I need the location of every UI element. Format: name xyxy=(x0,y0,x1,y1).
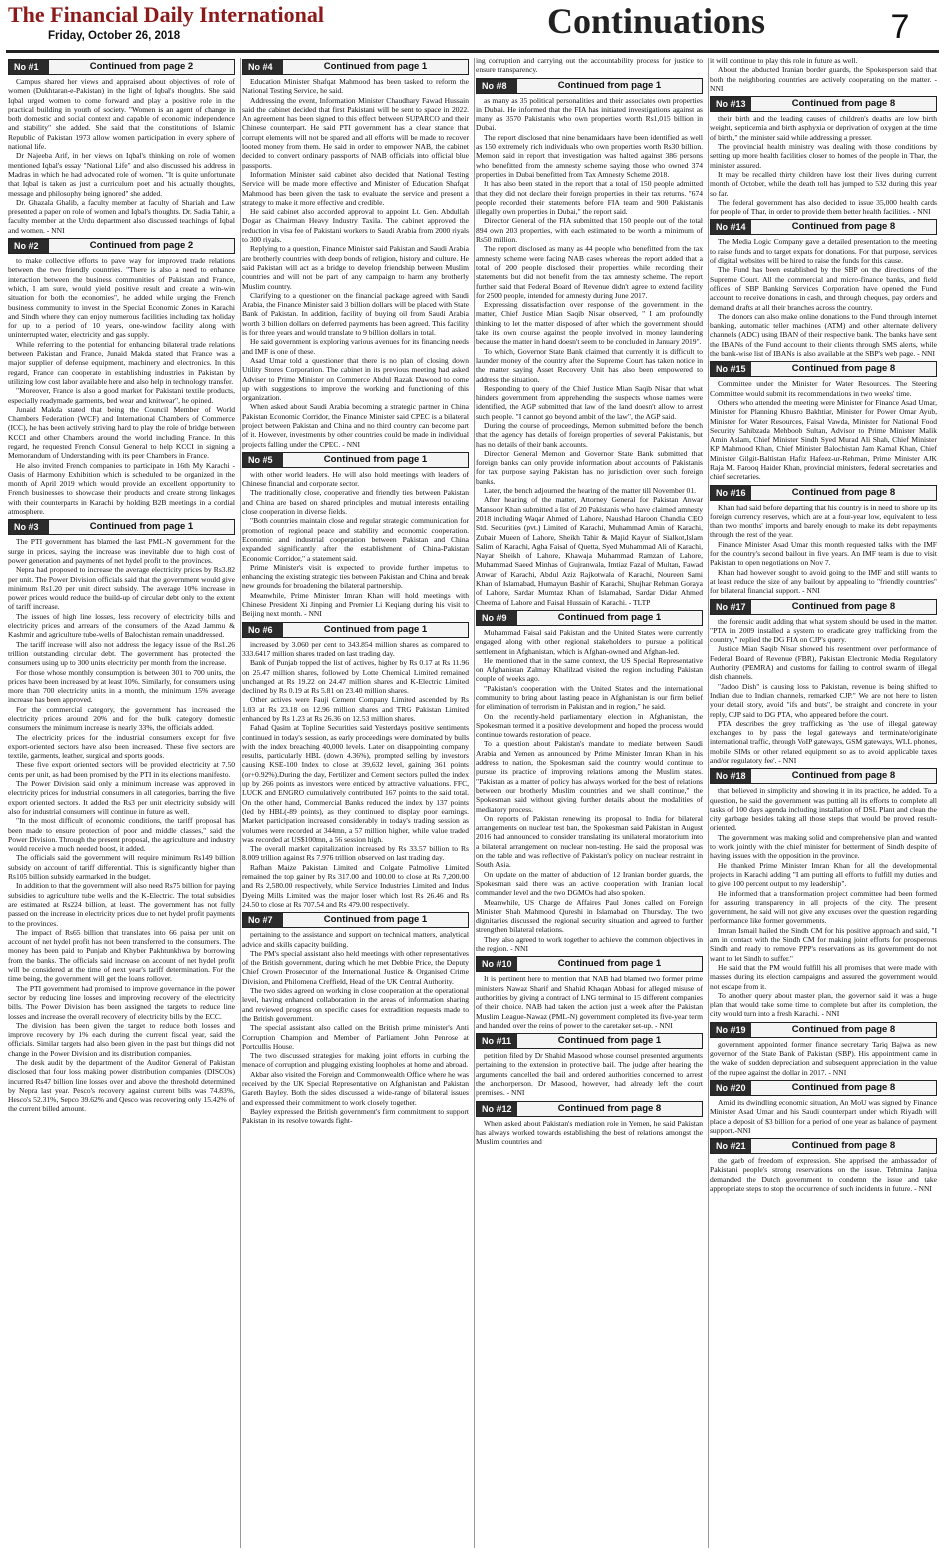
story-paragraph: Addressing the event, Information Minister Chaudhary Fawad Hussain said the cabinet decided that first Pakistani will be sent to space in 2022. An agreement has been signed to this effect between SUPARCO and their Chinese counterpart. He said PTI government has a clear stance that corrupt elements will not be spared and all efforts will be made to recover looted money from them. He said in order to empower NAB, the cabinet decided to convert ordinary passports of NAB officials into official blue passports. xyxy=(242,95,469,170)
story-number: No #3 xyxy=(9,520,49,534)
continued-from-label: Continued from page 1 xyxy=(283,60,468,74)
continued-from-label: Continued from page 2 xyxy=(49,60,234,74)
story-header xyxy=(710,96,937,112)
story-number: No #21 xyxy=(711,1139,751,1153)
story-header xyxy=(710,1080,937,1096)
story-paragraph: that believed in simplicity and showing it in its practice, he added. To a question, he said the government was putting all its efforts to complete all tasks of 100 days agenda including installation of DSL Plant and clean the city garbage besides taking all those steps that would be proved result-oriented. xyxy=(710,786,937,833)
story-paragraph: The two discussed strategies for making joint efforts in curbing the menace of corruption and plugging existing loopholes at home and abroad. xyxy=(242,1051,469,1070)
story-paragraph: Other actives were Fauji Cement Company Limited ascended by Rs 1.03 at Rs 23.18 on 12.96 million shares and TRG Pakistan Limited enhanced by Rs 1.23 at Rs 26.36 on 12.53 million shares. xyxy=(242,695,469,723)
continued-from-label: Continued from page 8 xyxy=(751,1023,936,1037)
story-paragraph: Director General of the FIA submitted that 150 people out of the total 894 own 203 properties, with each estimated to be worth a minimum of Rs50 million. xyxy=(476,216,703,245)
story-paragraph: He said cabinet also accorded approval to appoint Lt. Gen. Abdullah Dogar as Chairman Heavy Industry Taxila. The cabinet approved the reduction in visa fee of Pakistani workers to Saudi Arabia from 2000 riyals to 300 riyals. xyxy=(242,207,469,245)
story-paragraph: He thanked Prime Minister Imran Khan for all the developmental projects in Karachi adding "I am putting all efforts to fulfill my duties and to give 100 percent output to my leadership". xyxy=(710,860,937,889)
story xyxy=(710,485,937,596)
continued-from-label: Continued from page 1 xyxy=(283,913,468,927)
story-paragraph: Education Minister Shafqat Mahmood has been tasked to reform the National Testing Service, he said. xyxy=(242,77,469,96)
story-header xyxy=(8,59,235,75)
story-paragraph: On the recently-held parliamentary election in Afghanistan, the Spokesman termed it a positive development and hoped the process would continue towards restoration of peace. xyxy=(476,711,703,740)
story-paragraph: Khan had said before departing that his country is in need to shore up its foreign currency reserves, which are at a four-year low, equivalent to less than two months' imports and barely enough to make its debt repayments through the rest of the year. xyxy=(710,502,937,540)
story-paragraph: The Fund has been established by the SBP on the directions of the Supreme Court. All the commercial and micro-finance banks, and field offices of SBP Banking Services Corporation have opened the Fund account to receive donations in cash, and through cheques, pay orders and demand drafts at all their branches across the country. xyxy=(710,265,937,312)
continued-from-label: Continued from page 1 xyxy=(49,520,234,534)
issue-date: Friday, October 26, 2018 xyxy=(48,30,181,42)
story-paragraph: During the course of proceedings, Memon submitted before the bench that the agency has details of foreign properties of several Pakistanis, but has no details of their bank accounts. xyxy=(476,420,703,449)
story-header xyxy=(242,912,469,928)
story-paragraph: The traditionally close, cooperative and friendly ties between Pakistan and China are based on shared principles and mutual interests entailing close cooperation in diverse fields. xyxy=(242,488,469,517)
story-header xyxy=(710,1138,937,1154)
page-number: 7 xyxy=(890,8,910,46)
story-paragraph: Others who attended the meeting were Minister for Finance Asad Umar, Minister for Planning Khusro Bakhtiar, Minister for Power Omar Ayub, Minister for Water Resources, Faisal Vawda, Minister for National Food Security Sahibzada Mehboob Sultan, Advisor to Prime Minister Malik Amin Aslam, Chief Minister Sindh Syed Murad Ali Shah, Chief Minister KP Mahmood Khan, Chief Minister Balochistan Jam Kamal Khan, Chief Minister Gilgit-Baltistan Hafiz Hafeez-ur-Rehman, Prime Minister AJK Raja M. Farooq Haider Khan, provincial ministers, federal secretaries and chief secretaries. xyxy=(710,397,937,482)
story-paragraph: their birth and the leading causes of children's deaths are low birth weight, septicemia and birth asphyxia or deprivation of oxygen at the time of birth," the minister said while addressing a presser. xyxy=(710,114,937,142)
story-paragraph: The tariff increase will also not address the legacy issue of the Rs1.26 trillion outstanding circular debt. The government has protected the consumers using up to 300 units electricity per month from the increase. xyxy=(8,639,235,668)
story xyxy=(242,912,469,1125)
story-paragraph: The provincial health ministry was dealing with those conditions by setting up more health facilities closer to homes of the people in Thar, the minister assured. xyxy=(710,142,937,170)
story-paragraph: In addition to that the government will also need Rs75 billion for paying subsidies to agriculture tube wells and the K-Electric. The total subsidies are estimated at Rs224 billion, at least. The government has not fully passed on the increase in electricity prices due to net hydel profit payments to the provinces. xyxy=(8,881,235,928)
story-paragraph: ing corruption and carrying out the accountability process for justice to ensure transparency. xyxy=(476,56,703,75)
story-paragraph: as many as 35 political personalities and their associates own properties in Dubai. He informed that the FIA has initiated investigations against as many as 3570 Pakistanis who own properties worth Rs1,015 billion in Dubai. xyxy=(476,95,703,133)
story xyxy=(476,78,703,607)
story-paragraph: Junaid Makda stated that being the Council Member of World Chambers Federation (WCF) and International Chambers of Commerce (ICC), he has been actively striving hard to play the role of bridge between KCCI and other Chambers around the world including France. In this regard, he requested French Consul General to help KCCI in signing a Memorandum of Understanding with its peer Chambers in France. xyxy=(8,404,235,461)
story-paragraph: The impact of Rs65 billion that translates into 66 paisa per unit on account of net hydel profit has not been transferred to the consumers. The money has been paid to Punjab and Khyber Pakhtunkhwa by borrowing from the banks. The officials said increase on account of net hydel profit will be considered at the time of next year's tariff determination. For the time being, the government will get the loans rollover. xyxy=(8,927,235,984)
story-header xyxy=(242,452,469,468)
story-paragraph: He said government is exploring various avenues for its financing needs and IMF is one of these. xyxy=(242,337,469,356)
story-paragraph: Rafhan Maize Pakistan Limited and Colgate Palmolive Limited remained the top gainer by Rs 317.00 and 100.00 to close at Rs 7,200.00 and Rs 2,580.00 respectively, while Service Industries Limited and Indus Dyeing Mills Limited was the major loser which lost Rs 26.46 and Rs 24.50 to close at Rs 707.54 and Rs 479.00 respectively. xyxy=(242,862,469,909)
story xyxy=(710,1080,937,1135)
continued-from-label: Continued from page 1 xyxy=(517,957,702,971)
story-paragraph: Khan had however sought to avoid going to the IMF and still wants to at least reduce the size of any bailout by appealing to "friendly countries" for bilateral financial support. - NNI xyxy=(710,567,937,596)
continued-from-label: Continued from page 8 xyxy=(751,1081,936,1095)
story-paragraph: the forensic audit adding that what system should be used in the matter. "PTA in 2009 installed a system to eradicate grey trafficking from the country," replied the DG FIA on CJP's query. xyxy=(710,616,937,645)
story xyxy=(710,56,937,93)
story-paragraph: The donors can also make online donations to the Fund through internet banking, automatic teller machines (ATM) and other alternate delivery channels (ADC) using IBAN of their respective bank. The banks have sent the IBANs of the Fund account to their clients through SMS alerts, while the bank-wise list of IBANs is also available at the SBP's web page. - NNI xyxy=(710,311,937,359)
continued-from-label: Continued from page 8 xyxy=(751,97,936,111)
story-paragraph: Nepra had proposed to increase the average electricity prices by Rs3.82 per unit. The Power Division officials said that the government would give minimum Rs1.20 per unit direct subsidy. The average 10% increase in power prices would reduce the build-up of circular debt only to the extent of tariff increase. xyxy=(8,565,235,612)
story-paragraph: Amid its dwindling economic situation, An MoU was signed by Finance Minister Asad Umar and his Saudi counterpart under which Riyadh will place a deposit of $3 billion for a period of one year as balance of payment support.-NNI xyxy=(710,1097,937,1135)
story-paragraph: it will continue to play this role in future as well. xyxy=(710,56,858,65)
story-paragraph: The two sides agreed on working in close cooperation at the operational level, having enhanced collaboration in the areas of information sharing and reviewed progress on specific cases for extradition requests made to the British government. xyxy=(242,986,469,1023)
story-paragraph: increased by 3.060 per cent to 343.854 million shares as compared to 333.6417 million shares traded on last trading day. xyxy=(242,639,469,658)
story xyxy=(476,56,703,75)
story xyxy=(242,622,469,910)
story xyxy=(476,610,703,953)
story-number: No #8 xyxy=(477,79,517,93)
story-paragraph: to make collective efforts to pave way for improved trade relations between the two friendly countries. "There is also a need to enhance interaction between the business communities of Pakistan and France, which, I am sure, would yield positive result and create a win-win situation for both the economies", he added while urging the French business community to invest in the Special Economic Zones in Karachi and Sindh where they can enjoy numerous facilities including tax holiday for up to a period of 10 years, one-window facility along with uninterrupted water, electricity and gas supply. xyxy=(8,256,235,340)
story-paragraph: Finance Minister Asad Umar this month requested talks with the IMF for the country's second bailout in five years. An IMF team is due to visit Pakistan to open negotiations on Nov 7. xyxy=(710,539,937,568)
story-paragraph: He informed that a transformation project committee had been formed for assuring transparency in all projects of the city. The present government, he said will not give any excuses over the question regarding performance like former governments. xyxy=(710,888,937,926)
story-header xyxy=(476,956,703,972)
story-paragraph: The Media Logic Company gave a detailed presentation to the meeting to raise funds and to target expats for donations. For that purpose, services of digital websites will be hired to raise the funds for this cause. xyxy=(710,237,937,266)
story-number: No #19 xyxy=(711,1023,751,1037)
story-number: No #10 xyxy=(477,957,517,971)
story-paragraph: When asked about Saudi Arabia becoming a strategic partner in China Pakistan Economic Corridor, the Finance Minister said CPEC is a bilateral project between Pakistan and China and no third country can become part of it. However, investments by other countries could be made in individual projects falling under the CPEC. - NNI xyxy=(242,402,469,449)
continued-from-label: Continued from page 1 xyxy=(283,623,468,637)
story-number: No #20 xyxy=(711,1081,751,1095)
story-paragraph: Meanwhile, US Charge de Affaires Paul Jones called on Foreign Minister Shah Mahmood Qureshi in Islamabad on Thursday. The two dignitaries discussed the regional security situation and agreed to further strengthen bilateral relations. xyxy=(476,897,703,935)
story-header xyxy=(710,599,937,615)
story-paragraph: The electricity prices for the industrial consumers except for five export-oriented sectors have also been increased. These five sectors are textile, garments, leather, surgical and sports goods. xyxy=(8,732,235,761)
story-paragraph: Meanwhile, Prime Minister Imran Khan will hold meetings with Chinese President Xi Jinping and Premier Li Keqiang during his visit to Beijing next month. - NNI xyxy=(242,590,469,619)
story-paragraph: The Power Division said only a minimum increase was approved in electricity prices for industrial consumers in all categories, barring the five export oriented sectors. It added the Rs3 per unit electricity subsidy will also for industrial consumers will continue in future as well. xyxy=(8,779,235,816)
story-paragraph: "Jadoo Dish" is causing loss to Pakistan, revenue is being shifted to Indian due to Indian channels, remarked CJP." We are not here to listen your detail story, avoid "ifs and buts", be straight and concrete in your reply, CJP said to DG PTA, who appeared before the court. xyxy=(710,681,937,719)
story-paragraph: "Pakistan's cooperation with the United States and the international community to bring about lasting peace in Afghanistan is our firm belief for elimination of terrorism in Pakistan and in region," he said. xyxy=(476,683,703,712)
story-paragraph: with other world leaders. He will also hold meetings with leaders of Chinese financial and corporate sector. xyxy=(242,469,469,489)
story xyxy=(8,59,235,235)
section-title: Continuations xyxy=(546,1,766,41)
story xyxy=(710,219,937,358)
story-header xyxy=(242,59,469,75)
column-3 xyxy=(476,56,703,1551)
story-paragraph: Dr Najeeba Arif, in her views on Iqbal's thinking on role of women mentioned Iqbal's essay "National Life" and also discussed his address in Madras in which he had advocated role of women. "It is quite unfortunate that Iqbal is taken as just a curriculum poet and his actually thoughts, message and philosophy being ignored" she added. xyxy=(8,151,235,198)
story-paragraph: Prime Minister's visit is expected to provide further impetus to enhancing the existing strategic ties between Pakistan and China and break new grounds for broadening the bilateral partnership. xyxy=(242,562,469,591)
story-number: No #5 xyxy=(243,453,283,467)
continued-from-label: Continued from page 8 xyxy=(517,1102,702,1116)
story xyxy=(476,1033,703,1097)
continued-from-label: Continued from page 1 xyxy=(517,79,702,93)
story-paragraph: These five export oriented sectors will be provided electricity at 7.50 cents per unit, as had been promised by the PTI in its elections manifesto. xyxy=(8,760,235,779)
story-paragraph: PTA describes the grey trafficking as 'the use of illegal gateway exchanges to by pass the legal gateways and terminate/originate international traffic, through VoIP gateways, GSM gateways, WLL phones, mobile SIMs or other related equipment so as to avoid applicable taxes and/or regulatory fee'. - NNI xyxy=(710,718,937,765)
story-paragraph: Later, the bench adjourned the hearing of the matter till November 01. xyxy=(484,486,696,496)
story-paragraph: Muhammad Faisal said Pakistan and the United States were currently engaged along with other regional stakeholders to pursue a political settlement in Afghanistan, which is Afghan-owned and Afghan-led. xyxy=(476,627,703,656)
story-paragraph: the garb of freedom of expression. She apprised the ambassador of Pakistani people's strong reservations on the issue. Tehmina Janjua demanded the Dutch government to condemn the issue and take appropriate steps to stop the occurrence of such incidents in future. - NNI xyxy=(710,1156,937,1193)
story-paragraph: On update on the matter of abduction of 12 Iranian border guards, the Spokesman said there was an active cooperation with Iranian local commander level and the two DGMOs had also spoken. xyxy=(476,869,703,898)
story-paragraph: Committee under the Minister for Water Resources. The Steering Committee would submit its recommendations in two weeks' time. xyxy=(710,379,937,398)
story-paragraph: petition filed by Dr Shahid Masood whose counsel presented arguments pertaining to the extension in protective bail. The judge after hearing the arguments cancelled the bail and ordered authorities concerned to arrest the anchorperson. Dr Masood, however, had already left the court premises. - NNI xyxy=(476,1051,703,1098)
story xyxy=(710,1138,937,1193)
continued-from-label: Continued from page 8 xyxy=(751,600,936,614)
story xyxy=(710,96,937,216)
story-paragraph: Dr. Ghazala Ghalib, a faculty member at faculty of Shariah and Law presented a paper on role of women and Iqbal's thoughts. Dr. Sadia Tahir, a faculty member at the Urdu department also discussed teachings of Iqbal and women. - NNI xyxy=(8,197,235,235)
story xyxy=(242,452,469,619)
story-number: No #6 xyxy=(243,623,283,637)
story-paragraph: On reports of Pakistan renewing its proposal to India for bilateral arrangements on nuclear test ban, the Spokesman said Pakistan in August 2016 had announced to consider translating its unilateral moratorium into a bilateral arrangement on nuclear non-testing. He said the proposal was on the table and was reflective of Pakistan's policy on nuclear restraint in South Asia. xyxy=(476,813,703,870)
story-number: No #14 xyxy=(711,220,751,234)
story-header xyxy=(8,238,235,254)
story-number: No #7 xyxy=(243,913,283,927)
story-paragraph: They also agreed to work together to achieve the common objectives in the region. - NNI xyxy=(476,934,703,954)
story-header xyxy=(710,1022,937,1038)
story-number: No #9 xyxy=(477,611,517,625)
story xyxy=(710,1022,937,1077)
story-header xyxy=(476,78,703,94)
story-paragraph: "In the most difficult of economic conditions, the tariff proposal has been made to ensure protection of poor and middle classes," said the Power Division. Through the present proposal, the agriculture and industry would receive a much needed boost, it added. xyxy=(8,816,235,854)
continued-from-label: Continued from page 8 xyxy=(751,486,936,500)
story-paragraph: "Both countries maintain close and regular strategic communication for promotion of regional peace and stability and economic cooperation. Economic and industrial cooperation between Pakistan and China expanded significantly after the establishment of China-Pakistan Economic Corridor," a statement said. xyxy=(242,516,469,563)
story-paragraph: To another query about master plan, the governor said it was a huge plan that would take some time to complete but after its completion, the city would turn into a fresh Karachi. - NNI xyxy=(710,990,937,1019)
story-header xyxy=(710,219,937,235)
story-number: No #17 xyxy=(711,600,751,614)
story-paragraph: Information Minister said cabinet also decided that National Testing Service will be made more effective and Minister of Education Shafqat Mahmood has been given the task to evaluate the service and present a strategy to make it more effective and credible. xyxy=(242,169,469,207)
story-paragraph: He said that the PM would fulfill his all promises that were made with masses during its election campaigns and assured the government would not escape from it. xyxy=(710,962,937,991)
continued-from-label: Continued from page 2 xyxy=(49,239,234,253)
story-paragraph: The officials said the government will require minimum Rs149 billion subsidy on account of tariff differential. This is significantly higher than Rs105 billion subsidy earmarked in the budget. xyxy=(8,853,235,882)
story-paragraph: The PM's special assistant also held meetings with other representatives of the British government, during which he met Debbie Price, the Deputy Chief Crown Prosecutor of the International Justice & Organised Crime Division, and Philomena Creffield, Head of the UK Central Authority. xyxy=(242,948,469,986)
story-paragraph: To a question about Pakistan's mandate to mediate between Saudi Arabia and Yemen as announced by Prime Minister Imran Khan in his address to nation, the Spokesman said the country would continue to pursue its practice of improving relations among the Muslim states. "Pakistan as a matter of policy has always worked for the best of relations between our brotherly Muslim countries and we shall continue," the Spokesman said without giving further details about the modalities of mediatory process. xyxy=(476,739,703,814)
story-paragraph: When asked about Pakistan's mediation role in Yemen, he said Pakistan has always worked towards establishing the best of relations amongst the Muslim countries and xyxy=(476,1118,703,1147)
story-paragraph: Fahad Qasim at Topline Securities said Yesterdays positive sentiments continued in today's session, as early proceedings were dominated by bulls with the index breaching 40,000 levels. Later on disappointing company results, particularly HBL (down 4.36%), prompted selling by investors causing KSE-100 Index to close at 39,632 level, gaining 361 points (or+0.92%).During the day, Fertilizer and Cement sectors pulled the index up by 266 points as investors were enticed by attractive valuations. FFC, LUCK and ENGRO cumulatively contributed 167 points to the said total. On the other hand, Commercial Banks reduced the index by 137 points (led by HBL(-89 points), as they continued to display poor earnings. Market participation increased considerably in today's trading session as volumes were recorded at 344mn, a 57 million higher, while value traded was recorded at US$100mn, a 56 session high. xyxy=(242,723,469,844)
story-header xyxy=(710,768,937,784)
story-paragraph: About the abducted Iranian border guards, the Spokesperson said that both the neighboring countries are actively cooperating on the matter. - NNI xyxy=(710,65,937,93)
story xyxy=(710,361,937,481)
story xyxy=(710,599,937,766)
story-header xyxy=(476,1033,703,1049)
story-paragraph: Campus shared her views and appraised about objectives of role of women (Dukhtaran-e-Pakistan) in the light of Iqbal's thoughts. She said Iqbal urged women to come forward and play a positive role in the practical building in youth of society. "Women is an agent of change in both domestic and social context and capable of economic independence and stability" she added. She said that the constitutions of Islamic Republic of Pakistan 1973 allow women participation in every sphere of national life. xyxy=(8,77,235,152)
continued-from-label: Continued from page 8 xyxy=(751,362,936,376)
continued-from-label: Continued from page 8 xyxy=(751,1139,936,1153)
story-paragraph: "Moreover, France is also a good market for Pakistani textile products, especially readymade garments, bed wear and knitwear", he opined. xyxy=(8,386,235,405)
story-paragraph: Clarifying to a questioner on the financial package agreed with Saudi Arabia, the Finance Minister said 3 billion dollars will be placed with State Bank of Pakistan. In addition, facility of buying oil from Saudi Arabia worth 3 billion dollars on deferred payments has been agreed. This facility is for three years and would translate to 9 billion dollars in total. xyxy=(242,290,469,338)
story-paragraph: Expressing dissatisfaction over response of the government in the matter, Chief Justice Mian Saqib Nisar observed, " I am profoundly thinking to let the matter disposed of after which the government should take its own course against the people involved in money laundering because the matter in hand doesn't seem to be concluded in January 2019". xyxy=(476,300,703,347)
story xyxy=(476,956,703,1030)
story-paragraph: The PTI government has blamed the last PML-N government for the surge in prices, saying the increase was inevitable due to high cost of power generation and payments of net hydel profit to the provinces. xyxy=(8,537,235,565)
story-number: No #4 xyxy=(243,60,283,74)
story-paragraph: Responding to query of the Chief Justice Mian Saqib Nisar that what hinders government from apprehending the suspects whose names were identified, the AGP submitted that law of the land doesn't allow to arrest such people. "I cannot go beyond ambit of the law", the AGP said. xyxy=(476,383,703,421)
story-paragraph: The report disclosed as many as 44 people who benefitted from the tax amnesty scheme were facing NAB cases whereas the report added that a total of 200 people disclosed their properties while recording their statements but did not benefit from the tax amnesty scheme. The report further said that Federal Board of Revenue didn't agree to extend facility for 2500 people, intended for amnesty during June 2017. xyxy=(476,244,703,300)
story-paragraph: government appointed former finance secretary Tariq Bajwa as new governor of the State Bank of Pakistan (SBP). His appointment came in the wake of sudden depreciation and subsequent appreciation in the value of the rupee against the dollar in 2017. - NNI xyxy=(710,1039,937,1077)
story-header xyxy=(476,1101,703,1117)
story-paragraph: It is pertinent here to mention that NAB had blamed two former prime ministers Nawaz Sharif and Shahid Khaqan Abbasi for alleged misuse of authorities by giving a contract of LNG terminal to 15 different companies of their choice. NAB had taken the action just a week after the Pakistan Muslim League-Nawaz (PML-N) government completed its five-year term and handed over the reins of power to the caretaker set-up. - NNI xyxy=(476,974,703,1030)
story-paragraph: Asad Umar told a questioner that there is no plan of closing down Utility Stores Corporation. The cabinet in its previous meeting had asked Adviser to Prime Minister on Commerce Abdul Razak Dawood to come up with suggestions to improve the working and functioning of this organization. xyxy=(242,355,469,403)
story-paragraph: The overall market capitalization increased by Rs 33.57 billion to Rs 8.009 trillion against Rs 7.976 trillion observed on last trading day. xyxy=(242,844,469,863)
story xyxy=(8,238,235,516)
story-paragraph: The government was making solid and comprehensive plan and wanted to work jointly with the chief minister for betterment of Sindh despite of having issues with the opposition in the province. xyxy=(710,832,937,861)
story-paragraph: The federal government has also decided to issue 35,000 health cards for people of Thar, in order to provide them better health facilities. - NNI xyxy=(710,197,937,217)
story-paragraph: He also invited French companies to participate in 16th My Karachi - Oasis of Harmony Exhibition which is scheduled to be organized in the month of April 2019 which would provide an excellent opportunity to French businesses to showcase their products and create strong linkages with their counterparts in Karachi by holding B2B meetings in a cordial atmosphere. xyxy=(8,460,235,517)
story-number: No #16 xyxy=(711,486,751,500)
story-paragraph: The division has been given the target to reduce both losses and improve recovery by 1% each during the current fiscal year, said the officials. Similar targets had also been given in the past but things did not change in the Power Division and its distribution companies. xyxy=(8,1020,235,1058)
column-4 xyxy=(710,56,937,1551)
masthead xyxy=(0,0,945,52)
masthead-rule xyxy=(6,50,939,53)
continued-from-label: Continued from page 1 xyxy=(517,1034,702,1048)
story-paragraph: After hearing of the matter, Attorney General for Pakistan Anwar Mansoor Khan submitted a list of 20 Pakistanis who have claimed amnesty 2018 including Waqar Ahmed of Lahore, Naushad Haroon Chandia CEO Std. Securities (pvt.) Limited of Karachi, Muhammad Amin of Karachi, Zubair Mueen of Lahore, Sheikh Tahir & Majid Kayur of Sialkot,Islam Salim of Karachi, Agha Faisal of Quetta, Syed Muhammad Ali of Karachi, Nayar Sheikh of Lahore, Khawaja Muhammad Ramzan of Lahore, Muhammad Saeed Minhas of Gujranwala, Imtiaz Fazal of Multan, Fawad Anwar of Karachi, Abdul Aziz Rajkotwala of Karachi, Noureen Sami Khan of Islamabad, Humayun Bashir of Karachi, Shujhar Rehman Goraya of Lahore, Sardar Mumtaz Khan of Islamabad, Sardar Didar Ahmed Cheema of Lahore and Faisal Hussain of Karachi. - TLTP xyxy=(476,495,703,607)
continued-from-label: Continued from page 1 xyxy=(517,611,702,625)
story-paragraph: It has also been stated in the report that a total of 150 people admitted that they did not declare their foreign properties in their tax returns. "674 people recorded their statements before FIA team and 900 Pakistanis illegally own properties in Dubai," the report said. xyxy=(476,179,703,217)
column-2 xyxy=(242,56,469,1551)
story-header xyxy=(476,610,703,626)
story-paragraph: Director General Memon and Governor State Bank submitted that foreign banks can only provide information about accounts of Pakistanis for tax purpose saying Pakistan has no jurisdiction over such foreign banks. xyxy=(476,448,703,486)
story-paragraph: Replying to a question, Finance Minister said Pakistan and Saudi Arabia are brotherly countries with deep bonds of religion, history and culture. He said Pakistan will act as a bridge to develop friendship between Muslim countries and will not be part of any campaign to harm any brotherly Muslim country. xyxy=(242,244,469,291)
story-paragraph: The PTI government had promised to improve governance in the power sector by reducing line losses and improving recovery of the electricity bills. The Power Division has been assigned the targets to reduce line losses and increase the overall recovery of electricity bills by the ECC. xyxy=(8,983,235,1021)
article-columns xyxy=(8,56,937,1551)
story-paragraph: Akbar also visited the Foreign and Commonwealth Office where he was received by the UK Special Representative on Afghanistan and Pakistan Gareth Bayley. Both the sides discussed a wide-range of bilateral issues and expressed their commitment to work closely together. xyxy=(242,1069,469,1107)
story-paragraph: The report disclosed that nine benamidaars have been identified as well as 150 extremely rich individuals who own properties worth Rs30 billion. Memon said in report that investigation was halted against 386 persons who benefitted from the amnesty scheme saying those who owned 374 properties in Dubai benefitted from Tax Amnesty Scheme 2018. xyxy=(476,132,703,179)
story-paragraph: pertaining to the assistance and support on technical matters, analytical advice and skills capacity building. xyxy=(242,930,469,949)
story-paragraph: The special assistant also called on the British prime minister's Anti Corruption Champion and Member of Parliament John Penrose at Portcullis House. xyxy=(242,1023,469,1051)
story-number: No #2 xyxy=(9,239,49,253)
story-number: No #13 xyxy=(711,97,751,111)
story-paragraph: The issues of high line losses, less recovery of electricity bills and electricity prices and arrears of the consumers of the Azad Jammu & Kashmir and agriculture tube-wells of Balochistan remain unaddressed. xyxy=(8,611,235,640)
story-header xyxy=(710,485,937,501)
story-paragraph: For the commercial category, the government has increased the electricity prices around 20% and for the bulk category domestic consumers the minimum increase is nearly 33%, the officials added. xyxy=(8,704,235,733)
story xyxy=(710,768,937,1018)
story xyxy=(242,59,469,449)
continued-from-label: Continued from page 8 xyxy=(751,220,936,234)
story-paragraph: Bank of Punjab topped the list of actives, higher by Rs 0.17 at Rs 11.96 on 25.47 million shares, followed by Lotte Chemical Limited remained unchanged at Rs 19.22 on 24.47 million shares and K-Electric Limited declined by Rs 0.19 at Rs 5.81 on 23.40 million shares. xyxy=(242,658,469,696)
newspaper-name: The Financial Daily International xyxy=(8,2,324,27)
story-paragraph: He mentioned that in the same context, the US Special Representative on Afghanistan Zalmay Khalilzad visited the region including Pakistan couple of weeks ago. xyxy=(476,655,703,684)
story xyxy=(8,519,235,1113)
story-number: No #18 xyxy=(711,769,751,783)
story-paragraph: Bayley expressed the British government's firm commitment to support Pakistan in its resolve towards fight- xyxy=(242,1106,469,1126)
story-paragraph: Justice Mian Saqib Nisar showed his resentment over performance of Federal Board of Revenue (FBR), Pakistan Electronic Media Regulatory Authority (PEMRA) and customs for failing to control swarm of illegal dish channels. xyxy=(710,644,937,682)
story-paragraph: It may be recalled thirty children have lost their lives during current month of October, while the death toll has jumped to 532 during this year so far. xyxy=(710,169,937,198)
story-paragraph: While referring to the potential for enhancing bilateral trade relations between Pakistan and France, Junaid Makda stated that France was a major supplier of defense equipment, machinery and electronics. In this regard, France can cooperate in establishing industries in Pakistan by utilizing low cost labor available here and also help in technology transfer. xyxy=(8,339,235,386)
story-paragraph: Imran Ismail hailed the Sindh CM for his positive approach and said, "I am in contact with the Sindh CM for making joint efforts for prosperous Sindh and ready to remove PPP's reservations as its government do not want to let Sindh to suffer." xyxy=(710,925,937,963)
story-number: No #15 xyxy=(711,362,751,376)
story-paragraph: For those whose monthly consumption is between 301 to 700 units, the prices have been increased by at least 10%. Similarly, for consumers using more than 700 electricity units in a month, the minimum 15% average increase has been approved. xyxy=(8,667,235,705)
story-header xyxy=(242,622,469,638)
story xyxy=(476,1101,703,1147)
story-number: No #11 xyxy=(477,1034,517,1048)
continued-from-label: Continued from page 1 xyxy=(283,453,468,467)
continued-from-label: Continued from page 8 xyxy=(751,769,936,783)
story-paragraph: To which, Governor State Bank claimed that currently it is difficult to launder money of the country after the Supreme Court has taken notice in the matter saying Asset Recovery Unit has also been empowered to address the situation. xyxy=(476,346,703,384)
story-number: No #1 xyxy=(9,60,49,74)
story-paragraph: The desk audit by the department of the Auditor General of Pakistan disclosed that four loss making power distribution companies (DISCOs) incurred Rs47 billion line losses over and above the threshold determined by Nepra last year. Pesco's recovery against current bills was 74.83%, Hesco's 52.31%, Sepco 39.62% and Qesco was recovering only 15.42% of the current billed amount. xyxy=(8,1057,235,1114)
story-header xyxy=(8,519,235,535)
column-1 xyxy=(8,56,235,1551)
story-number: No #12 xyxy=(477,1102,517,1116)
story-header xyxy=(710,361,937,377)
